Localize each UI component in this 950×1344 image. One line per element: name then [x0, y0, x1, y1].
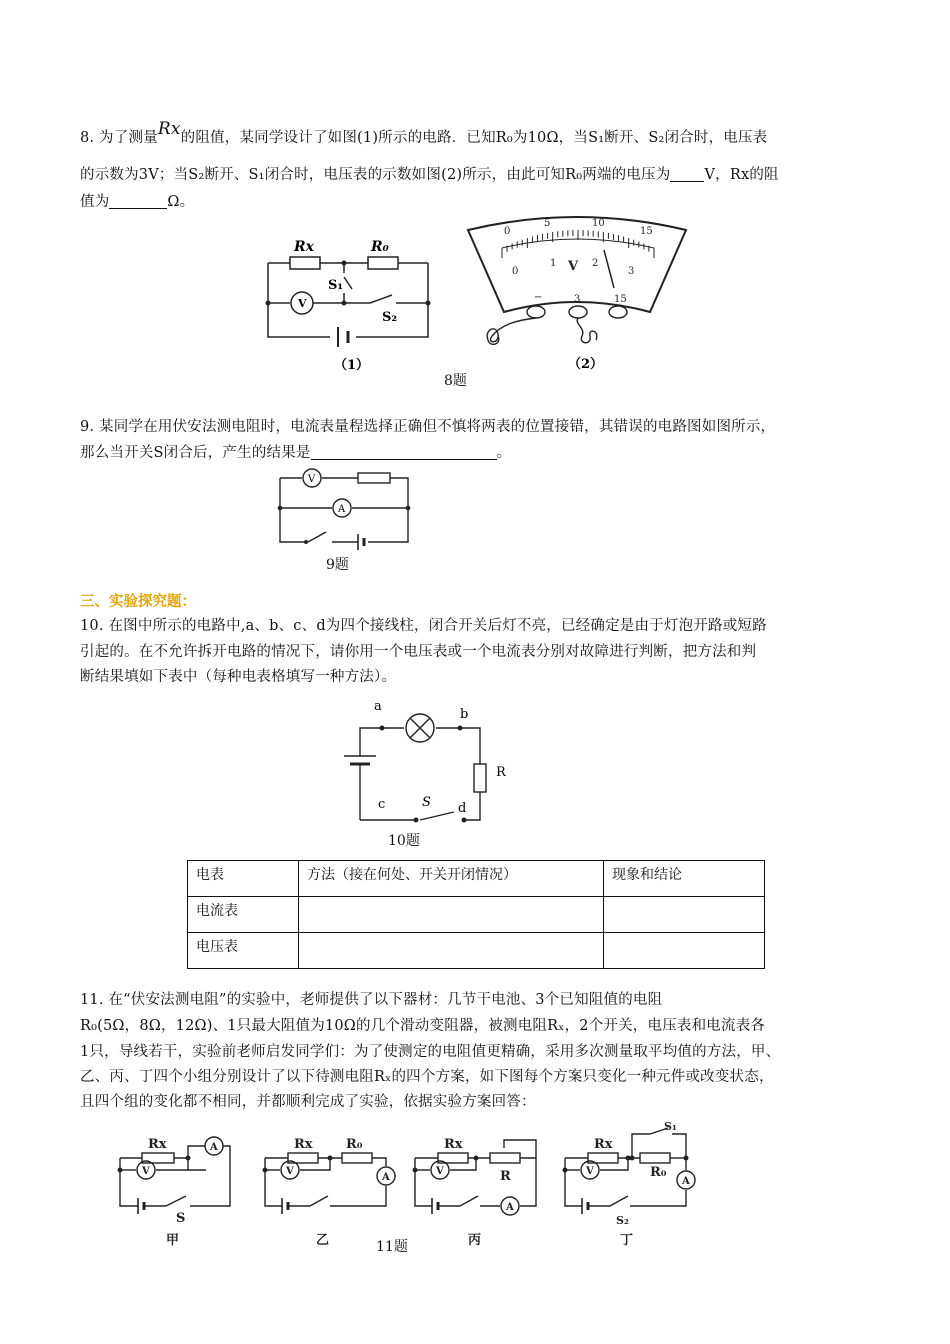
table-cell: 电压表 — [188, 933, 299, 969]
table-header-row — [188, 861, 765, 897]
resistor-r — [474, 764, 486, 792]
label-s: S — [176, 1211, 186, 1226]
terminal-knob — [527, 306, 545, 318]
wire-coil — [487, 318, 536, 344]
dial-needle — [604, 250, 614, 288]
table-cell-answer[interactable] — [299, 933, 604, 969]
rx-symbol: Rx — [157, 119, 181, 139]
q9-text: 。 — [496, 445, 512, 461]
terminal-knob — [609, 306, 627, 318]
circuit-yi — [265, 1153, 395, 1214]
switch-s1 — [344, 277, 352, 289]
tick-top-5: 5 — [544, 218, 551, 229]
fig2-label: （2） — [568, 357, 604, 372]
q10-line3: 断结果填如下表中（每种电表格填写一种方法）。 — [80, 669, 397, 685]
scheme-label: 丁 — [620, 1233, 634, 1248]
label-rx: Rx — [148, 1137, 167, 1152]
q10-line1: 10. 在图中所示的电路中,a、b、c、d为四个接线柱，闭合开关后灯不亮，已经确定是由于灯泡开路或短路 — [80, 618, 767, 634]
label-v: V — [142, 1166, 150, 1177]
table-cell-answer[interactable] — [604, 933, 765, 969]
q8-caption: 8题 — [444, 373, 467, 389]
label-rx: Rx — [294, 1137, 313, 1152]
terminal-a: a — [374, 699, 382, 714]
q11-caption: 11题 — [376, 1239, 408, 1255]
label-rx: Rx — [444, 1137, 463, 1152]
r0-resistor — [368, 257, 398, 269]
label-v: V — [436, 1166, 444, 1177]
label-s2: S₂ — [616, 1214, 629, 1227]
fig1-label: （1） — [334, 358, 370, 373]
table-cell-answer[interactable] — [604, 897, 765, 933]
q8-text: 的示数为3V；当S₂断开、S₁闭合时，电压表的示数如图(2)所示，由此可知R₀两端的电压为 — [80, 167, 671, 183]
label-v: V — [298, 297, 307, 310]
terminal-minus: − — [534, 292, 543, 303]
table-row — [188, 897, 765, 933]
label-a: A — [382, 1172, 390, 1183]
q8-circuit-diagram — [260, 235, 440, 375]
switch-s — [420, 812, 454, 820]
label-a: A — [210, 1142, 218, 1153]
q8-text: 的阻值，某同学设计了如图(1)所示的电路．已知R₀为10Ω，当S₁断开、S₂闭合时，电压表 — [180, 130, 768, 146]
label-a: A — [338, 504, 346, 515]
terminal-3: 3 — [574, 294, 581, 305]
q8-text: V，Rx的阻 — [704, 167, 779, 183]
wire-coil — [577, 318, 597, 343]
label-r: R — [500, 1169, 511, 1184]
label-v: V — [586, 1166, 594, 1177]
label-r0: R₀ — [371, 239, 389, 255]
table-row — [188, 933, 765, 969]
q8-voltmeter-dial — [462, 212, 692, 377]
q8-blank-voltage[interactable] — [670, 167, 704, 182]
label-r0: R₀ — [346, 1137, 363, 1152]
q10-answer-table — [187, 860, 765, 969]
tick-bottom-0: 0 — [512, 266, 519, 277]
scheme-label: 丙 — [468, 1233, 482, 1248]
label-s: S — [422, 795, 431, 810]
q9-blank-result[interactable] — [311, 445, 497, 460]
q8-line1 — [80, 119, 768, 147]
label-a: A — [506, 1202, 514, 1213]
q8-text: 8. 为了测量 — [80, 130, 158, 146]
terminal-knob — [569, 306, 587, 318]
table-cell-answer[interactable] — [299, 897, 604, 933]
tick-bottom-2: 2 — [592, 258, 599, 269]
q9-caption: 9题 — [326, 557, 349, 573]
q8-line2 — [80, 163, 779, 184]
label-v: V — [286, 1166, 294, 1177]
q9-text: 那么当开关S闭合后，产生的结果是 — [80, 445, 311, 461]
terminal-b: b — [460, 707, 469, 722]
q11-line4: 乙、丙、丁四个小组分别设计了以下待测电阻Rₓ的四个方案，如下图每个方案只变化一种元件或改变状态， — [80, 1069, 774, 1085]
dial-ticks — [502, 230, 654, 258]
dial-unit: V — [568, 259, 579, 274]
q11-line5: 且四个组的变化都不相同，并都顺利完成了实验，依据实验方案回答： — [80, 1094, 536, 1110]
scheme-label: 乙 — [316, 1233, 330, 1248]
q11-circuit-diagrams — [110, 1118, 710, 1248]
q8-text: 值为 — [80, 194, 110, 210]
terminal-d: d — [458, 801, 467, 816]
circuit-ding — [565, 1128, 695, 1214]
switch-s — [308, 532, 326, 542]
q10-caption: 10题 — [388, 833, 420, 849]
switch-s2 — [370, 295, 392, 303]
tick-bottom-3: 3 — [628, 266, 635, 277]
q11-line1: 11. 在“伏安法测电阻”的实验中，老师提供了以下器材：几节干电池、3个已知阻值的电阻 — [80, 992, 663, 1008]
label-rx: Rx — [294, 239, 314, 255]
tick-top-0: 0 — [504, 226, 511, 237]
label-rx: Rx — [594, 1137, 613, 1152]
label-s2: S₂ — [382, 310, 398, 325]
label-s1: S₁ — [664, 1120, 677, 1133]
tick-top-10: 10 — [592, 218, 605, 229]
circuit-bing — [415, 1140, 536, 1215]
label-v: V — [308, 474, 316, 485]
scheme-label: 甲 — [166, 1233, 180, 1248]
resistor — [358, 473, 390, 483]
q10-line2: 引起的。在不允许拆开电路的情况下，请你用一个电压表或一个电流表分别对故障进行判断，把方法和判 — [80, 644, 757, 660]
rx-resistor — [290, 257, 320, 269]
section-title: 三、实验探究题： — [80, 593, 196, 610]
table-header: 方法（接在何处、开关开闭情况） — [299, 861, 604, 897]
q8-line3 — [80, 190, 194, 211]
q8-text: Ω。 — [167, 194, 195, 210]
q8-blank-resistance[interactable] — [109, 194, 167, 209]
table-header: 现象和结论 — [604, 861, 765, 897]
terminal-15: 15 — [614, 294, 627, 305]
q11-line2: R₀(5Ω，8Ω，12Ω)、1只最大阻值为10Ω的几个滑动变阻器，被测电阻Rₓ，2个开关，电压表和电流表各 — [80, 1018, 766, 1034]
label-r: R — [496, 765, 506, 780]
q9-line2 — [80, 441, 511, 462]
label-r0: R₀ — [650, 1165, 667, 1180]
label-a: A — [682, 1176, 690, 1187]
tick-top-15: 15 — [640, 226, 653, 237]
tick-bottom-1: 1 — [550, 258, 557, 269]
q11-line3: 1只，导线若干，实验前老师启发同学们：为了使测定的电阻值更精确，采用多次测量取平均值的方法，甲、 — [80, 1044, 781, 1060]
terminal-c: c — [378, 797, 386, 812]
q9-circuit-diagram — [270, 462, 420, 554]
q10-circuit-diagram — [330, 692, 530, 832]
q9-line1: 9. 某同学在用伏安法测电阻时，电流表量程选择正确但不慎将两表的位置接错，其错误的电路图如图所示， — [80, 419, 776, 435]
table-header: 电表 — [188, 861, 299, 897]
label-s1: S₁ — [328, 278, 344, 293]
table-cell: 电流表 — [188, 897, 299, 933]
